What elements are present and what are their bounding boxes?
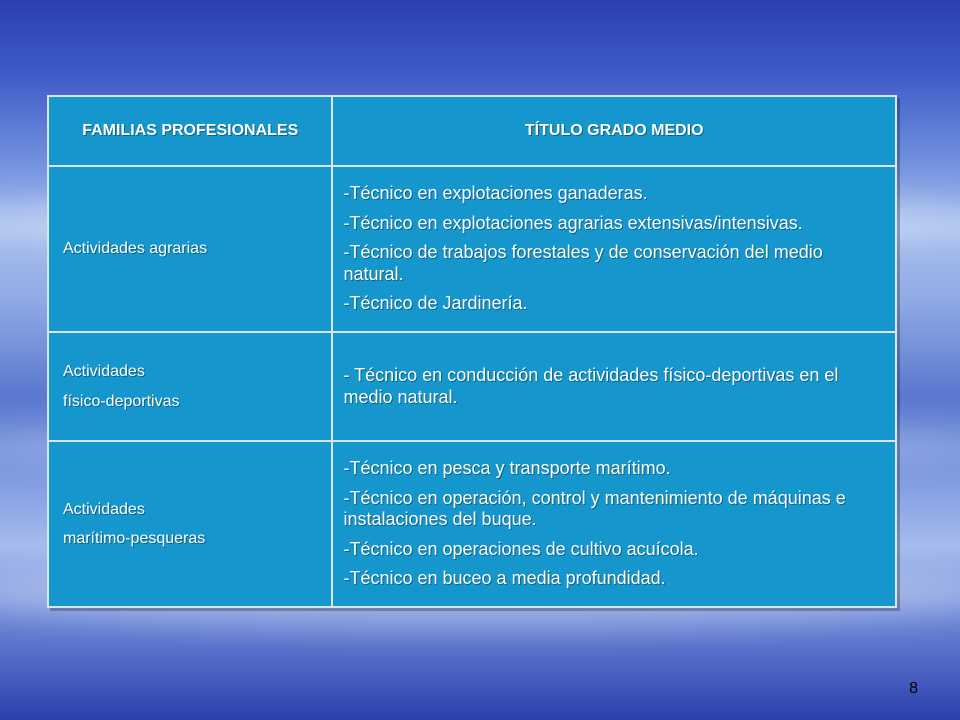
family-cell [48,441,332,607]
table-header-row [48,96,896,166]
title-column-header: TÍTULO GRADO MEDIO [332,96,896,166]
page-number: 8 [909,680,918,697]
family-cell [48,166,332,332]
title-item: - Técnico en conducción de actividades físico-deportivas en el medio natural. [343,364,839,407]
family-name: Actividades [63,363,145,381]
titles-cell [332,332,896,441]
titles-cell [332,166,896,332]
table-row [48,332,896,441]
family-name: Actividades agrarias [63,240,208,258]
family-name: físico-deportivas [63,392,180,410]
title-item: -Técnico en buceo a media profundidad. [343,568,666,589]
table-row [48,166,896,332]
title-item: -Técnico en operaciones de cultivo acuícola. [343,538,699,559]
family-name: marítimo-pesqueras [63,530,206,547]
title-item: -Técnico en operación, control y mantenimiento de máquinas e instalaciones del buque. [343,487,846,530]
table-row [48,441,896,607]
family-name: Actividades [63,500,145,518]
title-item: -Técnico en pesca y transporte marítimo. [343,458,671,479]
families-column-header: FAMILIAS PROFESIONALES [48,96,332,166]
title-item: -Técnico de Jardinería. [343,293,528,314]
title-item: -Técnico de trabajos forestales y de conservación del medio natural. [343,242,823,284]
family-cell [48,332,332,441]
professional-families-table [47,95,897,608]
title-item: -Técnico en explotaciones ganaderas. [343,183,648,204]
titles-cell [332,441,896,607]
title-item: -Técnico en explotaciones agrarias extensivas/intensivas. [343,212,803,233]
